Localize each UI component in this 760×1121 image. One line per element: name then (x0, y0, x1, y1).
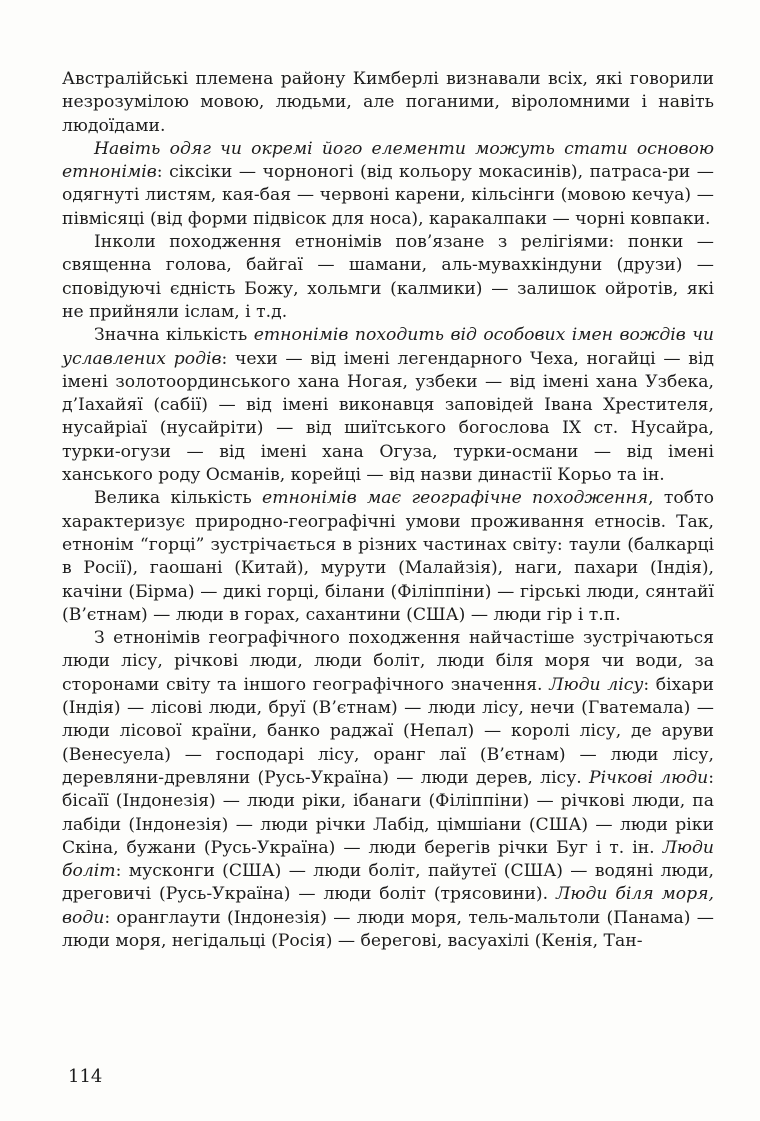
text-run: З етнонімів географічного походження найчастіше зустрічаються люди лісу, річкові люди, люди боліт, люди біля моря чи води, за сторонами світу та іншого географічного значення. (62, 628, 714, 695)
text-run: : біхари (Індія) — лісові люди, бруї (В’єтнам) — люди лісу, нечи (Гватемала) — люди лісової країни, банко раджаї (Непал) — королі лісу, де аруви (Венесуела) — господарі лісу, оранг лаї (В’єтнам) — люди лісу, деревляни-древляни (Русь-Україна) — люди дерев, лісу. (62, 674, 715, 788)
paragraph (62, 487, 714, 627)
text-run: Значна кількість (94, 325, 254, 346)
italic-phrase: Люди лісу (549, 674, 644, 695)
italic-phrase: Люди біля моря, води (62, 884, 714, 928)
italic-phrase: Люди боліт (62, 837, 714, 882)
text-run: : бісаїї (Індонезія) — люди ріки, ібанаги (Філіппіни) — річкові люди, па лабіди (Індонезія) — люди річки Лабід, цімшіани (США) — люди ріки Скіна, бужани (Русь-Україна) — люди берегів річки Буг і т. ін. (62, 767, 714, 858)
text-run: Австралійські племена району Кимберлі визнавали всіх, які говорили незрозумілою мовою, людьми, але поганими, віроломними і навіть людоїдами. (62, 69, 714, 136)
text-run: , тобто характеризує природно-географічні умови проживання етносів. Так, етнонім “горці” зустрічається в різних частинах світу: таули (балкарці в Росії), гаошані (Китай), мурути (Малайзія), наги, пахари (Індія), качіни (Бірма) — дикі горці, білани (Філіппіни) — гірські люди, сянтайї (В’єтнам) — люди в горах, сахантини (США) — люди гір і т.п. (62, 488, 714, 625)
text-run: : сіксіки — чорноногі (від кольору мокасинів), патраса-ри — одягнуті листям, кая-бая — червоні карени, кільсінги (мовою кечуа) — півмісяці (від форми підвісок для носа), каракалпаки — чорні ковпаки. (62, 162, 714, 229)
italic-phrase: етнонімів має географічне походження (262, 488, 649, 509)
text-run: : мусконги (США) — люди боліт, пайутеї (США) — водяні люди, дреговичі (Русь-Україна) — люди боліт (трясовини). (62, 861, 714, 905)
text-run: : чехи — від імені легендарного Чеха, ногайці — від імені золотоординського хана Ногая, узбеки — від імені хана Узбека, д’Іахайяї (сабії) — від імені виконавця заповідей Івана Хрестителя, нусайріаї (нусайріти) — від шиїтського богослова IX ст. Нусайра, турки-огузи — від імені хана Огуза, турки-османи — від імені ханського роду Османів, корейці — від назви династії Корьо та ін. (62, 348, 714, 486)
text-run: Велика кількість (94, 488, 263, 509)
text-run: Інколи походження етнонімів пов’язане з релігіями: понки — священна голова, байгаї — шамани, аль-мувахкіндуни (друзи) — сповідуючі єдність Божу, хольмги (калмики) — залишок ойротів, які не прийняли іслам, і т.д. (62, 232, 714, 322)
paragraph (62, 627, 714, 953)
paragraph (62, 138, 714, 231)
italic-phrase: етнонімів походить від особових імен вождів чи уславлених родів (62, 325, 714, 369)
text-run: : оранглаути (Індонезія) — люди моря, тель-мальтоли (Панама) — люди моря, негідальці (Росія) — берегові, васуахілі (Кенія, Тан- (62, 907, 714, 951)
paragraph (62, 68, 714, 138)
page-number: 114 (68, 1066, 103, 1087)
body-text (62, 68, 714, 953)
paragraph (62, 324, 714, 487)
italic-phrase: Навіть одяг чи окремі його елементи можуть стати основою етнонімів (62, 138, 714, 183)
italic-phrase: Річкові люди (589, 767, 709, 788)
paragraph (62, 231, 714, 324)
